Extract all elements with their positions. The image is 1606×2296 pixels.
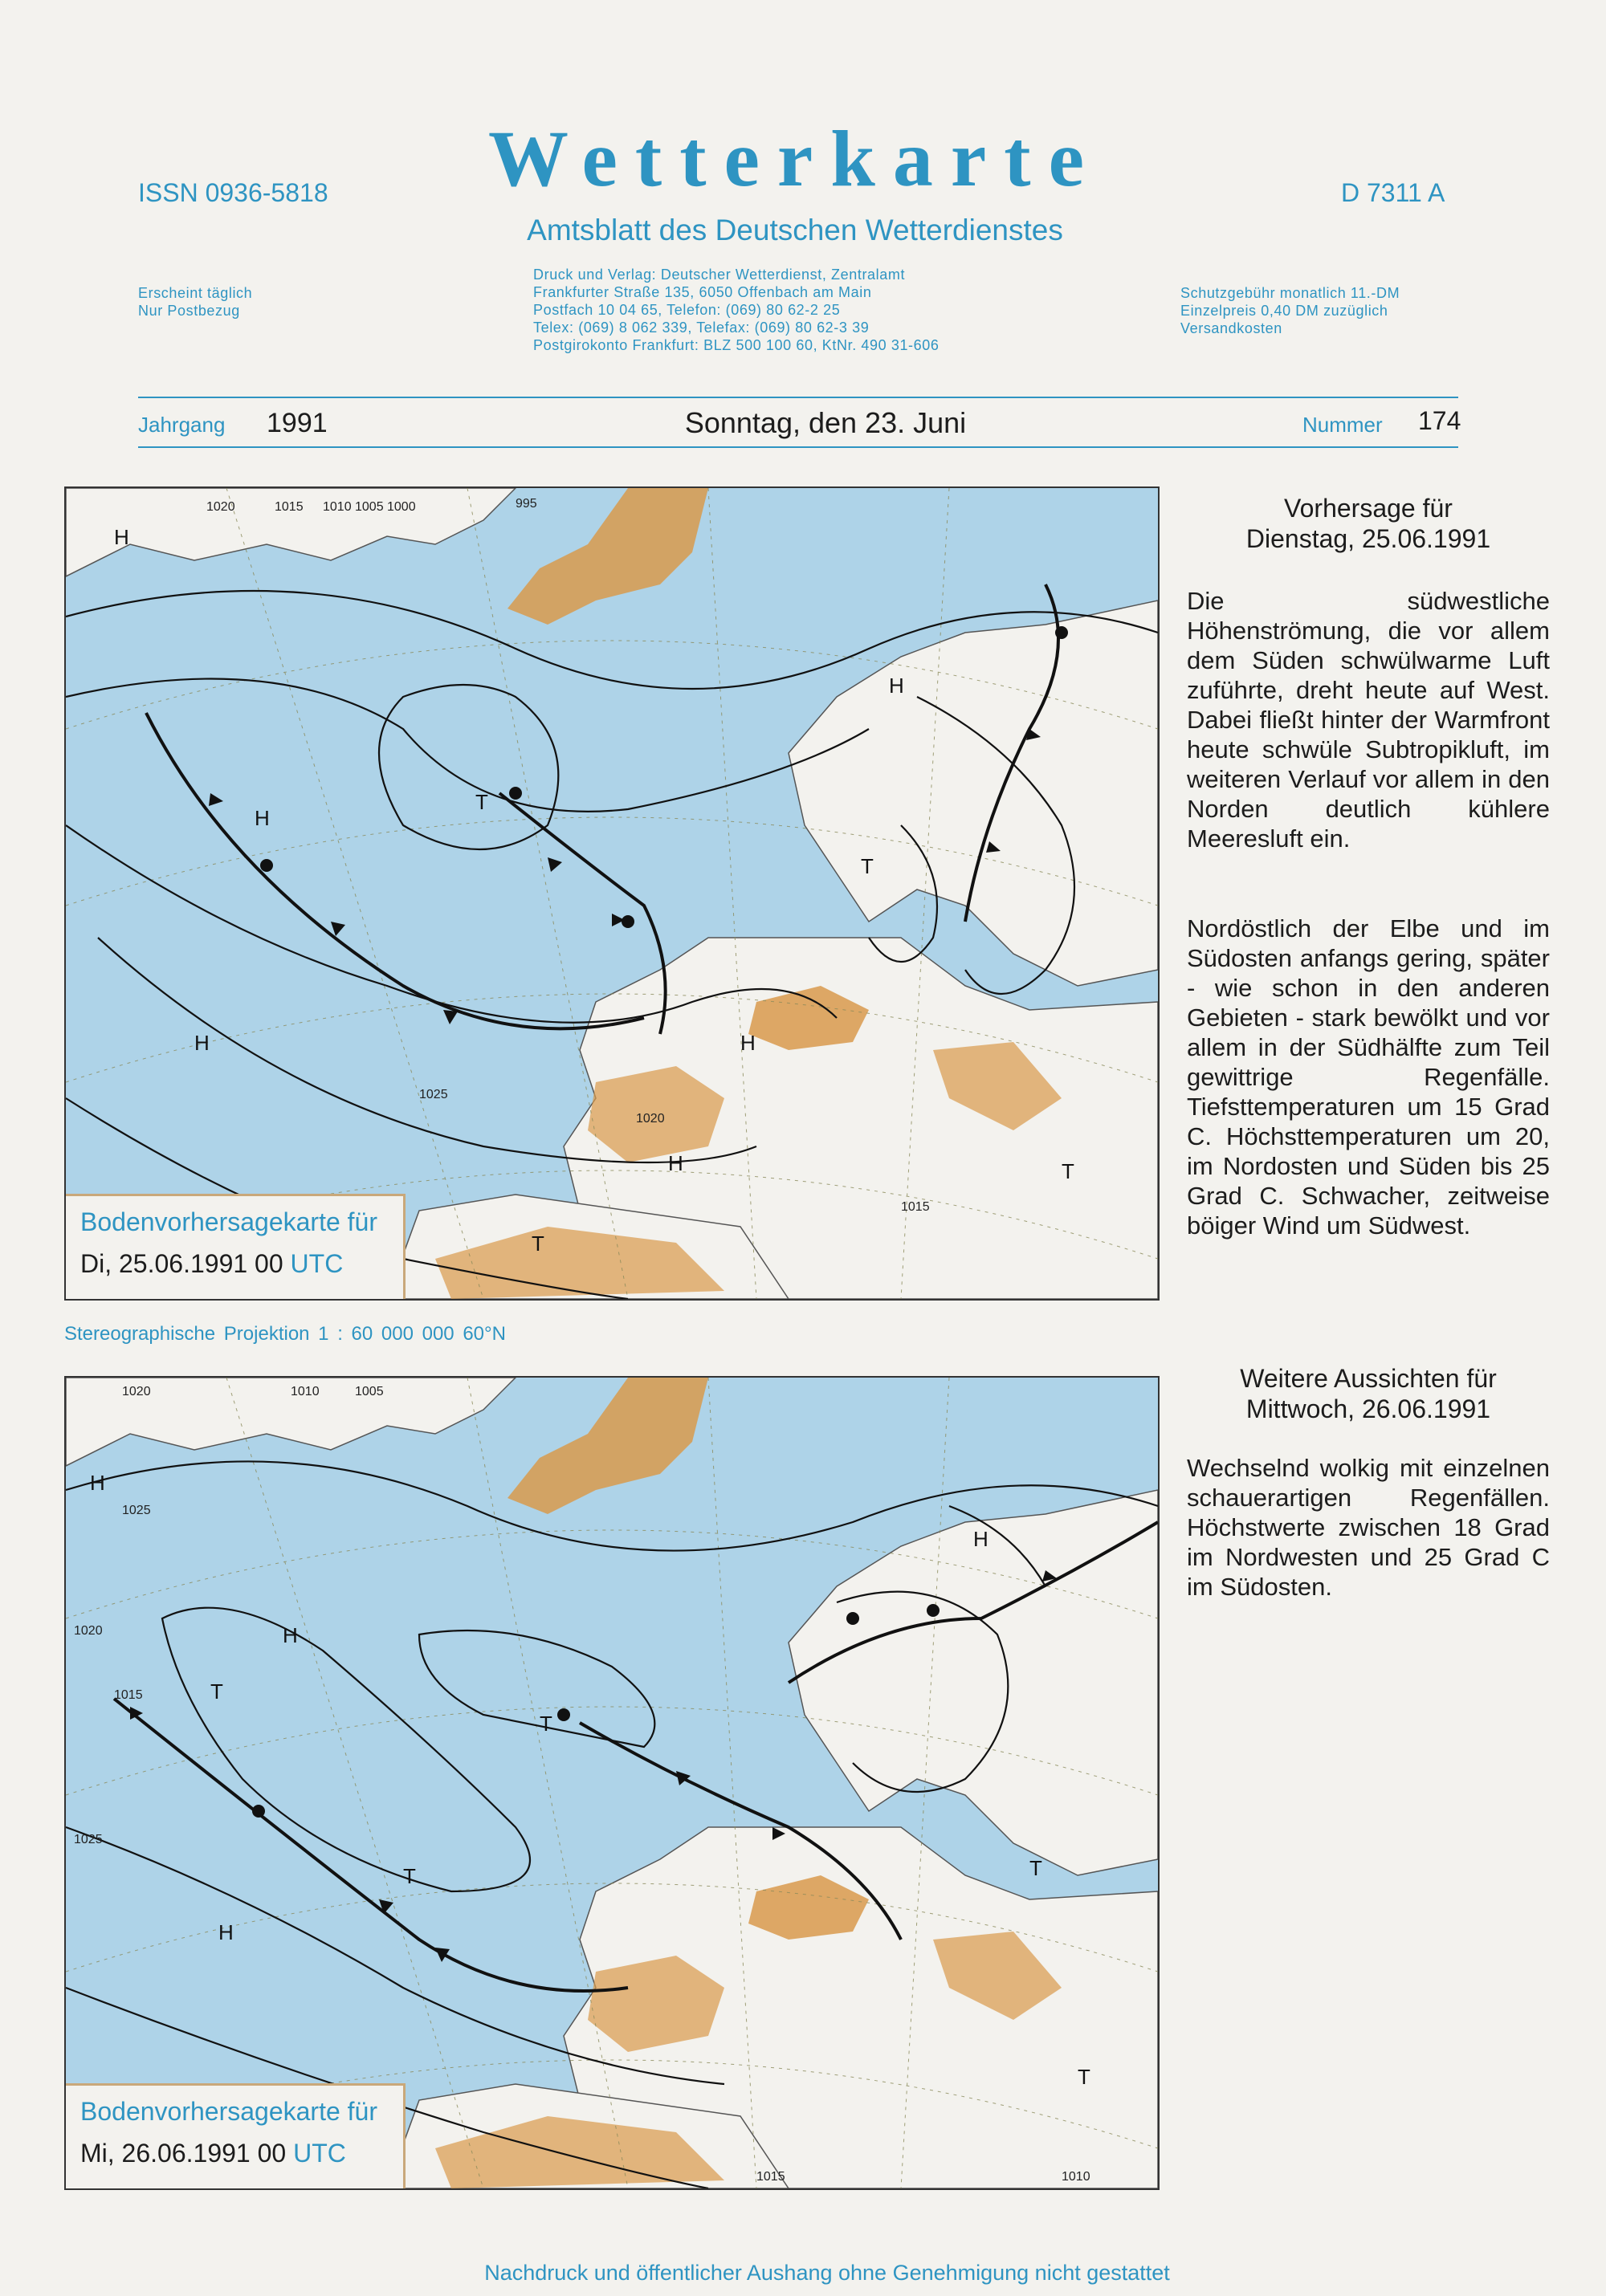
volume-label: Jahrgang [138, 413, 226, 437]
projection-note: Stereographische Projektion 1 : 60 000 000 60°N [64, 1323, 506, 1345]
map2-legend-utc: UTC [293, 2139, 346, 2168]
isobar-value: 1025 [122, 1504, 151, 1517]
publisher-address-line: Postfach 10 04 65, Telefon: (069) 80 62-2 25 [533, 302, 841, 318]
outlook-heading-date: Mittwoch, 26.06.1991 [1245, 1394, 1491, 1423]
issue-number-value: 174 [1418, 406, 1461, 435]
map1-low-label-1: T [475, 790, 488, 814]
outlook-heading [1187, 1363, 1550, 1424]
header-rule-bottom [138, 446, 1458, 448]
isobar-value: 1015 [901, 1200, 930, 1214]
map-land-greenland-relief [507, 488, 708, 625]
publisher-address-line: Postgirokonto Frankfurt: BLZ 500 100 60, KtNr. 490 31-606 [533, 337, 940, 353]
postal-code-number: D 7311 A [1341, 178, 1445, 207]
outlook-paragraph: Wechselnd wolkig mit einzelnen schauerartigen Regenfällen. Höchstwerte zwischen 18 Grad im Nordwesten und 25 Grad C im Südosten. [1187, 1454, 1550, 1601]
copyright-notice: Nachdruck und öffentlicher Aushang ohne Genehmigung nicht gestattet [484, 2261, 1170, 2285]
publisher-address-line: Frankfurter Straße 135, 6050 Offenbach am Main [533, 284, 872, 300]
map2-high-label-4: H [973, 1527, 988, 1551]
issn-number: ISSN 0936-5818 [138, 178, 328, 207]
forecast-heading-line: Vorhersage für [1284, 494, 1453, 523]
map2-legend-date [80, 2139, 346, 2168]
issue-number-label: Nummer [1302, 413, 1383, 437]
publisher-address-line: Druck und Verlag: Deutscher Wetterdienst, Zentralamt [533, 267, 906, 283]
forecast-map-1-graphic [66, 488, 1158, 1299]
map1-high-label-6: H [668, 1151, 683, 1175]
isobar-value: 1020 [122, 1385, 151, 1398]
isobar-value: 1010 [291, 1385, 320, 1398]
isobar-value: 1015 [756, 2170, 785, 2184]
publication-frequency-line: Erscheint täglich [138, 285, 253, 301]
map2-high-label-1: H [90, 1471, 105, 1495]
map1-high-label-3: H [194, 1031, 210, 1055]
isobar-value: 1020 [636, 1112, 665, 1126]
subscription-price-line: Einzelpreis 0,40 DM zuzüglich [1180, 303, 1388, 319]
forecast-paragraph-2: Nordöstlich der Elbe und im Südosten anfangs gering, später - wie schon in den anderen Gebieten - stark bewölkt und vor allem in der Südhälfte zum Teil gewittrige Regenfälle. Tiefsttemperaturen um 15 Grad C. Höchsttemperaturen um 20, im Nordosten und Süden bis 25 Grad C. Schwacher, zeitweise böiger Wind um Südwest. [1187, 914, 1550, 1240]
map1-legend [66, 1194, 406, 1299]
map-land-greenland-relief [507, 1378, 708, 1514]
map2-low-label-1: T [210, 1679, 223, 1704]
outlook-heading-line: Weitere Aussichten für [1240, 1364, 1497, 1393]
map2-high-label-3: H [218, 1920, 234, 1944]
isobar-value: 1005 [355, 500, 384, 514]
publisher-address [533, 266, 939, 354]
map2-low-label-5: T [1078, 2065, 1090, 2089]
volume-value: 1991 [267, 408, 328, 438]
map1-high-label-1: H [114, 525, 129, 549]
isobar-value: 1005 [355, 1385, 384, 1398]
isobar-value: 1025 [74, 1833, 103, 1846]
map1-low-label-3: T [1062, 1159, 1074, 1183]
map1-high-label-4: H [889, 674, 904, 698]
map2-low-label-3: T [403, 1864, 416, 1888]
subscription-price [1180, 284, 1400, 337]
forecast-heading-date: Dienstag, 25.06.1991 [1245, 524, 1491, 553]
map1-low-label-2: T [861, 854, 874, 878]
issue-date: Sonntag, den 23. Juni [684, 406, 967, 439]
map2-high-label-2: H [283, 1623, 298, 1647]
map2-legend [66, 2083, 406, 2188]
map1-high-label-2: H [255, 806, 270, 830]
publication-frequency [138, 284, 252, 320]
isobar-value: 1000 [387, 500, 416, 514]
isobar-value: 1015 [114, 1688, 143, 1702]
isobar-value: 1020 [206, 500, 235, 514]
isobar-value: 1010 [1062, 2170, 1090, 2184]
map2-legend-date-text: Mi, 26.06.1991 00 [80, 2139, 287, 2168]
map1-legend-date [80, 1249, 343, 1279]
forecast-map-tuesday [64, 486, 1160, 1301]
map1-legend-title: Bodenvorhersagekarte für [80, 1207, 377, 1236]
subscription-price-line: Schutzgebühr monatlich 11.-DM [1180, 285, 1400, 301]
forecast-paragraph-1: Die südwestliche Höhenströmung, die vor allem dem Süden schwülwarme Luft zuführte, dreht heute auf West. Dabei fließt hinter der Warmfront heute schwüle Subtropikluft, im weiteren Verlauf vor allem in den Norden deutlich kühlere Meeresluft ein. [1187, 587, 1550, 853]
isobar-value: 1020 [74, 1624, 103, 1638]
masthead-subtitle: Amtsblatt des Deutschen Wetterdienstes [527, 214, 1063, 246]
forecast-map-wednesday [64, 1376, 1160, 2190]
map2-low-label-4: T [1029, 1856, 1042, 1880]
publisher-address-line: Telex: (069) 8 062 339, Telefax: (069) 80 62-3 39 [533, 320, 870, 336]
map1-legend-utc: UTC [290, 1249, 344, 1278]
isobar-value: 1025 [419, 1088, 448, 1101]
subscription-price-line: Versandkosten [1180, 320, 1282, 336]
map1-high-label-5: H [740, 1031, 756, 1055]
map1-low-label-4: T [532, 1231, 544, 1256]
map1-legend-date-text: Di, 25.06.1991 00 [80, 1249, 283, 1278]
publication-frequency-line: Nur Postbezug [138, 303, 240, 319]
isobar-value: 1015 [275, 500, 304, 514]
isobar-value: 1010 [323, 500, 352, 514]
isobar-value: 995 [516, 497, 537, 511]
forecast-heading [1187, 493, 1550, 554]
map2-legend-title: Bodenvorhersagekarte für [80, 2097, 377, 2126]
header-rule-top [138, 397, 1458, 398]
forecast-map-2-graphic [66, 1378, 1158, 2188]
map2-low-label-2: T [540, 1712, 552, 1736]
masthead-title: Wetterkarte [488, 114, 1102, 203]
